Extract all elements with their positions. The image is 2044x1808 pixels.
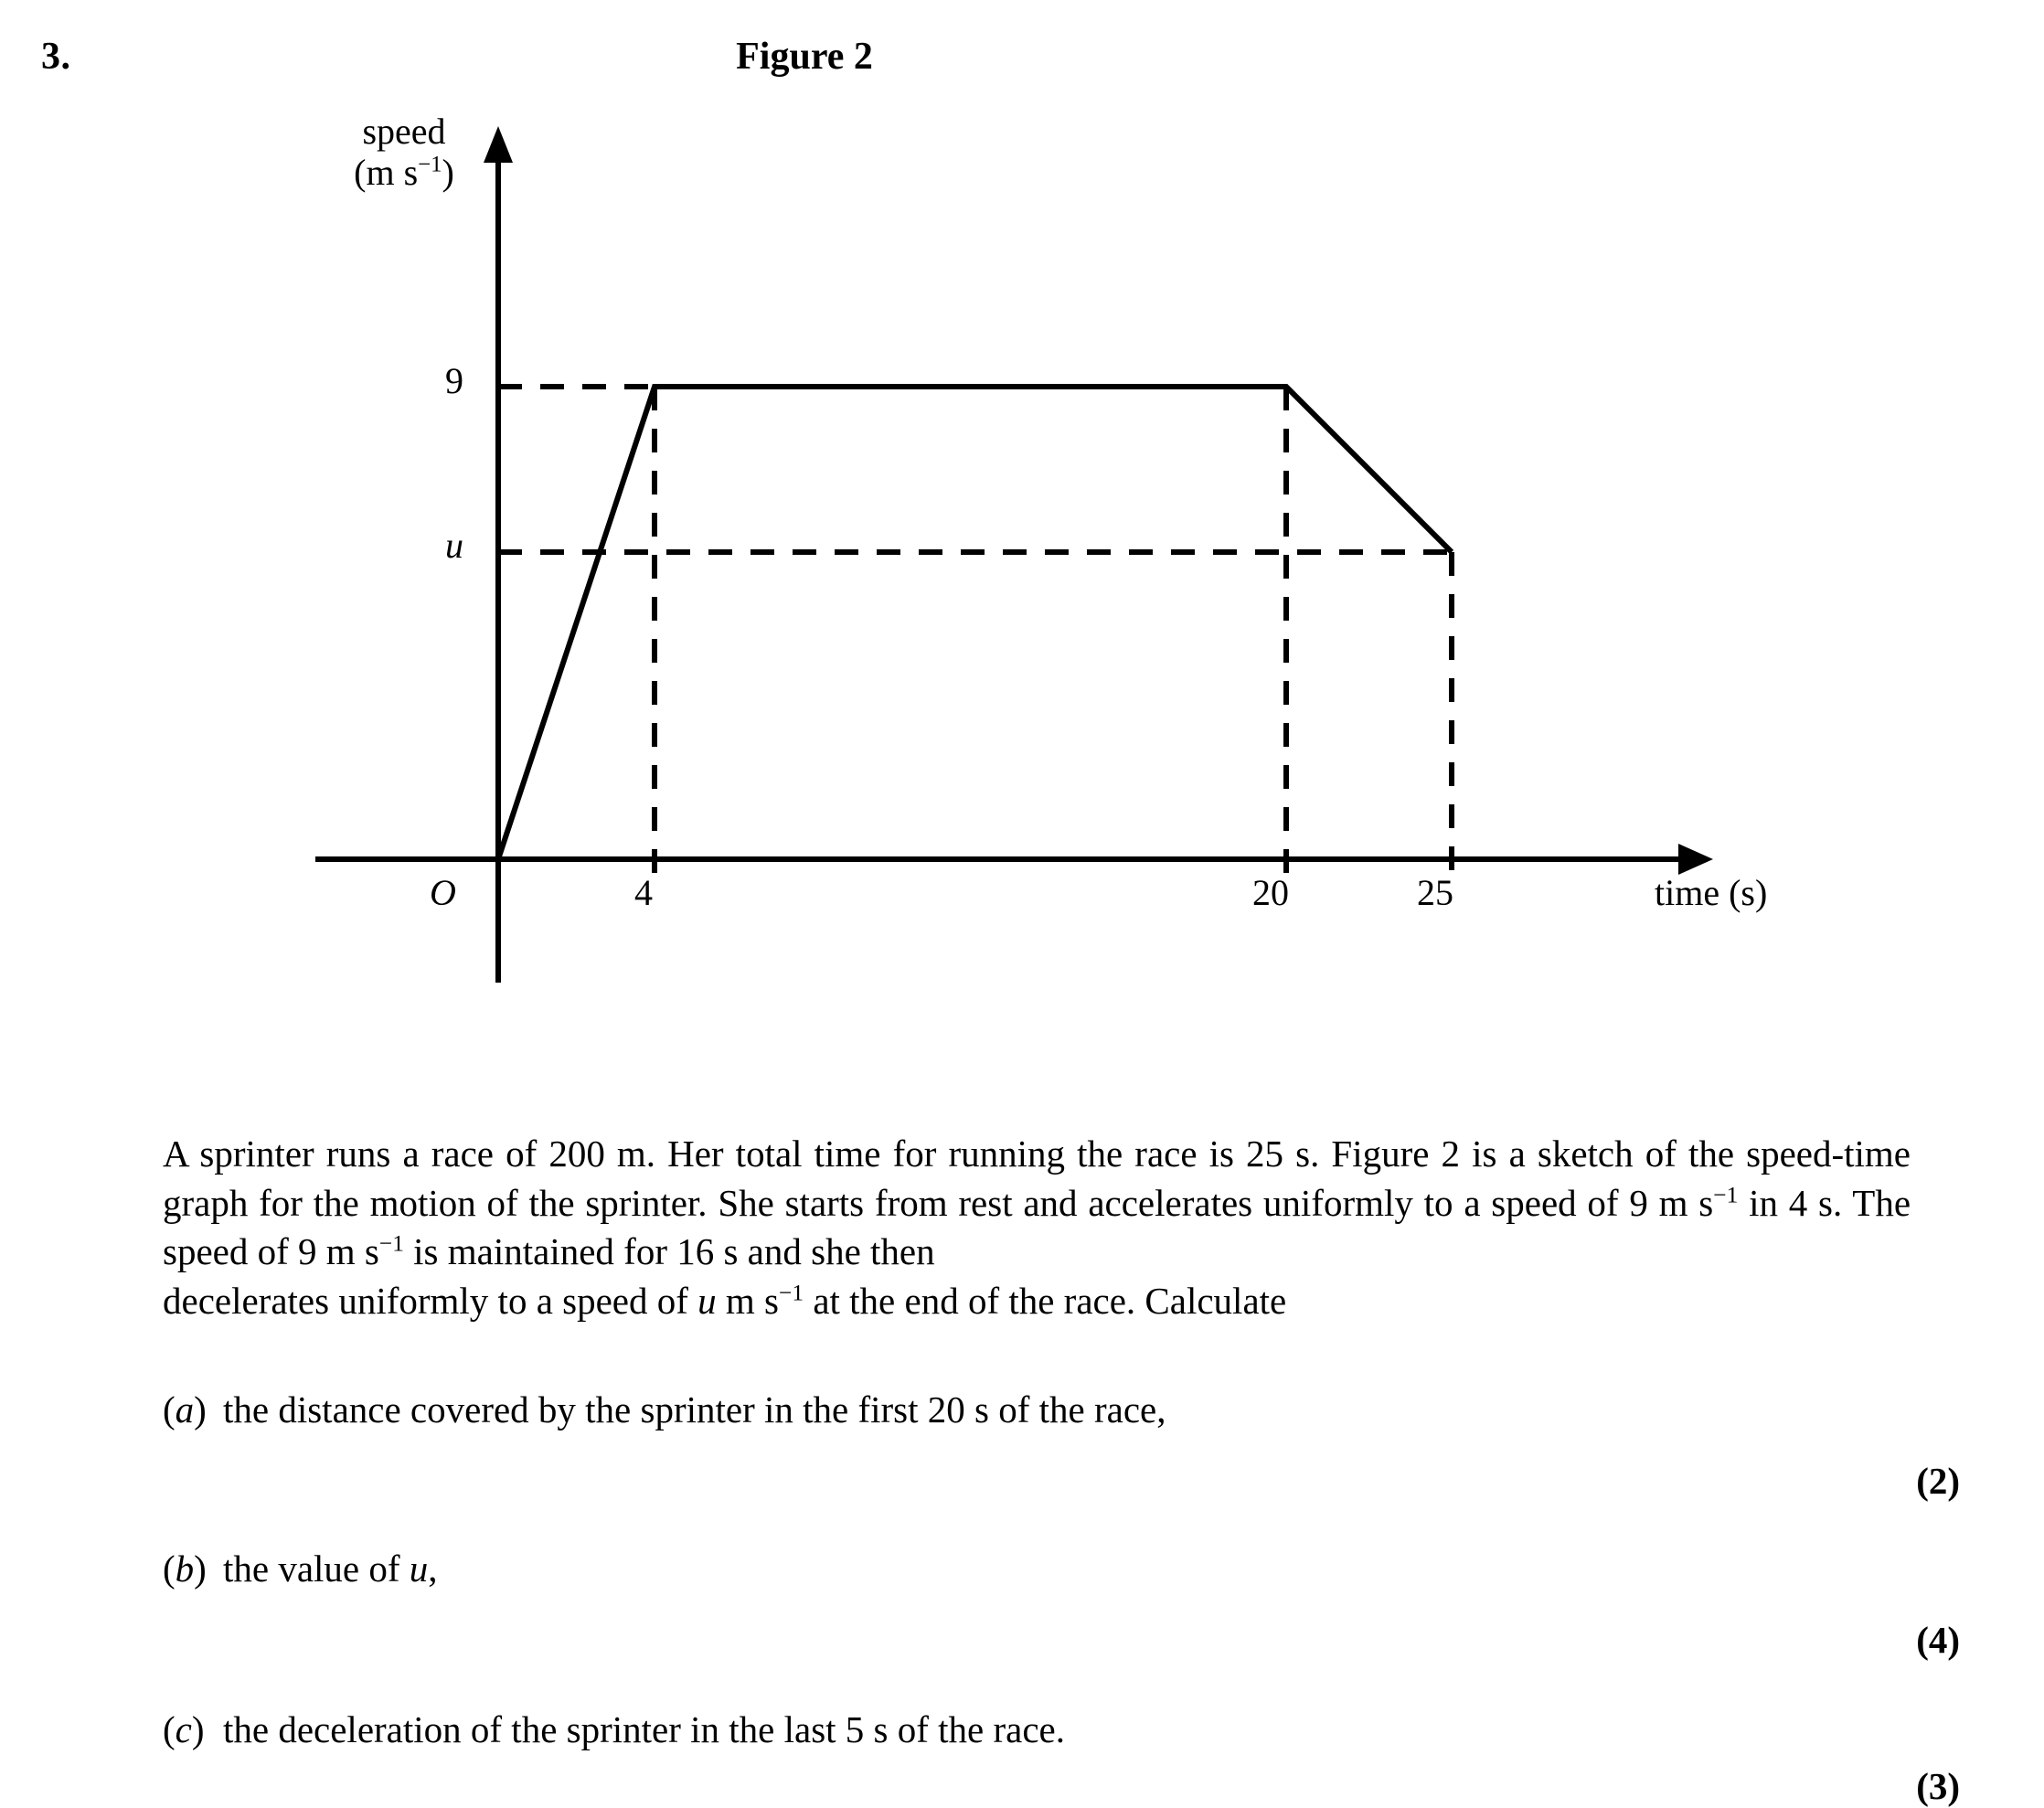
y-tick-label-9: 9 [445, 360, 463, 401]
y-axis-label-line2: (m $s^{-1}$) [354, 151, 454, 193]
part-a-label: (a) [163, 1388, 207, 1430]
part-c-text: the deceleration of the sprinter in the last 5 s of the race. [223, 1708, 1065, 1750]
body-line-1: A sprinter runs a race of 200 m. Her total time for running the race is 25 s. Figure 2 is a sketch [163, 1133, 1634, 1175]
x-tick-label-20: 20 [1252, 872, 1289, 913]
question-body-text [163, 1130, 1911, 1326]
question-part-a [163, 1388, 1991, 1431]
body-line-4: decelerates uniformly to a speed of u m $s^{-1}$ at the end of the race. Calculate [163, 1280, 1287, 1323]
part-c-label: (c) [163, 1708, 205, 1750]
speed-time-curve [498, 387, 1452, 859]
y-tick-label-u: u [445, 525, 463, 566]
figure-title: Figure 2 [736, 36, 873, 78]
unit-exponent: −1 [779, 1280, 804, 1306]
part-a-marks: (2) [1916, 1460, 1960, 1502]
unit-exponent: −1 [1713, 1182, 1739, 1208]
y-axis-label-line1: speed [362, 111, 446, 152]
part-b-text: the value of u, [223, 1547, 438, 1590]
body-line-3: uniformly to a speed of 9 m $s^{-1}$ in 4 s. The speed of 9 m $s^{-1}$ is maintained for 16 s and she then [163, 1181, 1911, 1273]
question-number: 3. [41, 36, 71, 78]
variable-u: u [697, 1280, 717, 1323]
part-b-label: (b) [163, 1547, 207, 1590]
variable-u: u [409, 1547, 429, 1590]
x-tick-label-25: 25 [1417, 872, 1453, 913]
y-axis-label [322, 112, 486, 194]
question-part-b [163, 1547, 1991, 1590]
unit-exponent: −1 [378, 1230, 404, 1257]
part-c-marks: (3) [1916, 1765, 1960, 1807]
origin-label: O [430, 872, 456, 913]
x-axis-label: time (s) [1655, 872, 1768, 913]
part-b-marks: (4) [1916, 1619, 1960, 1661]
x-tick-label-4: 4 [634, 872, 653, 913]
part-a-text: the distance covered by the sprinter in the first 20 s of the race, [223, 1388, 1166, 1430]
x-axis [315, 844, 1713, 875]
body-line-2: of the speed-time graph for the motion of the sprinter. She starts from rest and accelerates [163, 1133, 1911, 1224]
question-part-c [163, 1707, 1991, 1751]
y-axis-unit-exponent: −1 [418, 152, 442, 177]
